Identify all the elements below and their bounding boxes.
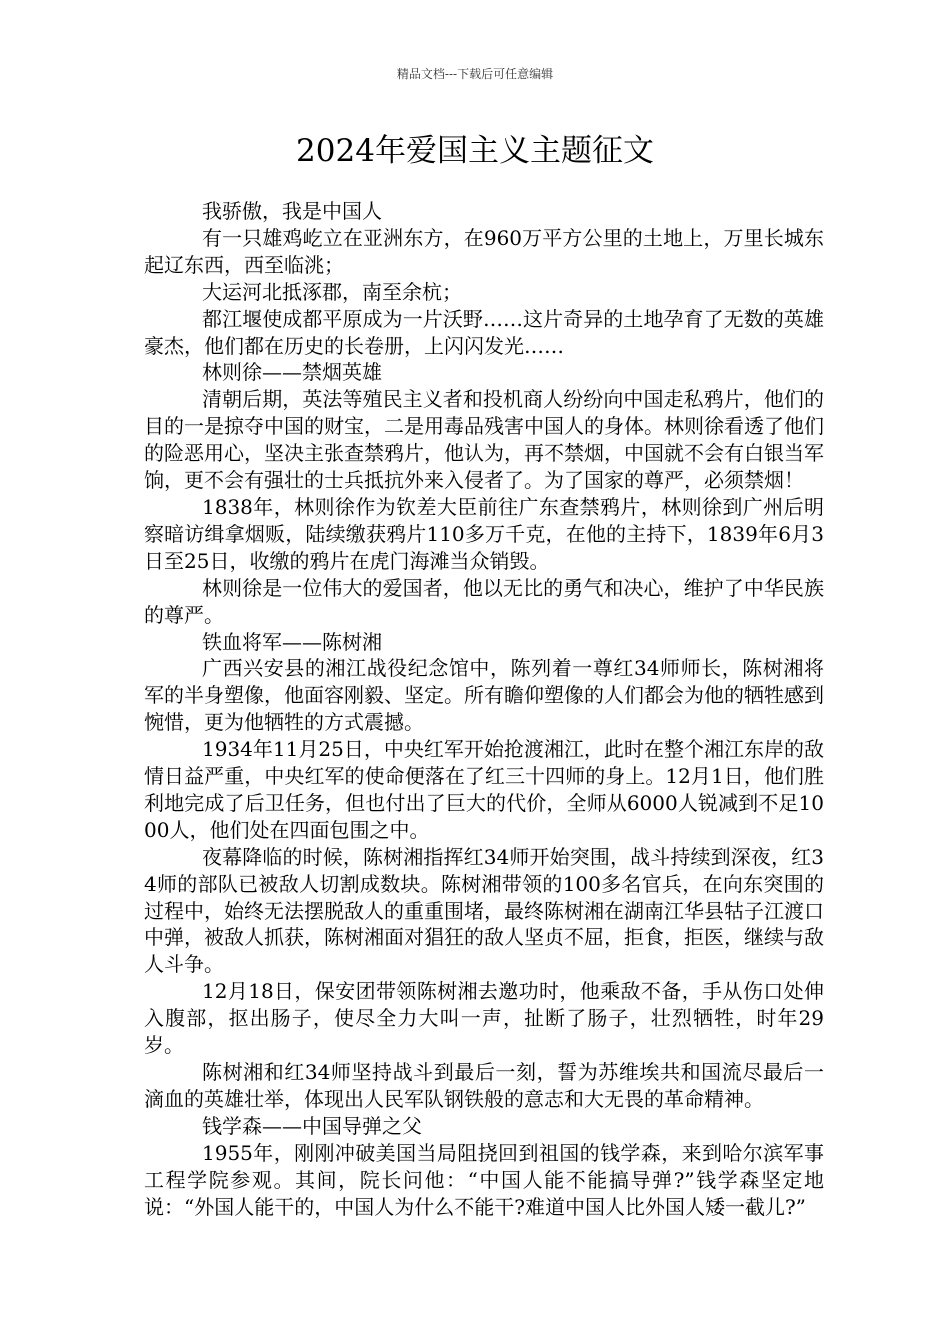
paragraph: 大运河北抵涿郡，南至余杭； bbox=[202, 279, 462, 304]
paragraph: 林则徐是一位伟大的爱国者，他以无比的勇气和决心，维护了中华民族的尊严。 bbox=[144, 575, 824, 627]
paragraph: 有一只雄鸡屹立在亚洲东方，在960万平方公里的土地上，万里长城东起辽东西，西至临洮； bbox=[144, 225, 824, 277]
section-heading: 林则徐——禁烟英雄 bbox=[202, 360, 382, 385]
paragraph: 12月18日，保安团带领陈树湘去邀功时，他乘敌不备，手从伤口处伸入腹部，抠出肠子，使尽全力大叫一声，扯断了肠子，壮烈牺牲，时年29岁。 bbox=[144, 979, 824, 1058]
paragraph: 都江堰使成都平原成为一片沃野……这片奇异的土地孕育了无数的英雄豪杰，他们都在历史的长卷册，上闪闪发光…… bbox=[144, 306, 824, 358]
paragraph: 夜幕降临的时候，陈树湘指挥红34师开始突围，战斗持续到深夜，红34师的部队已被敌人切割成数块。陈树湘带领的100多名官兵，在向东突围的过程中，始终无法摆脱敌人的重重围堵，最终陈树湘在湖南江华县牯子江渡口中弹，被敌人抓获，陈树湘面对猖狂的敌人坚贞不屈，拒食，拒医，继续与敌人斗争。 bbox=[144, 844, 824, 977]
document-title: 2024年爱国主义主题征文 bbox=[296, 133, 654, 169]
section-heading: 铁血将军——陈树湘 bbox=[202, 629, 382, 654]
paragraph: 1838年，林则徐作为钦差大臣前往广东查禁鸦片，林则徐到广州后明察暗访缉拿烟贩，陆续缴获鸦片110多万千克，在他的主持下，1839年6月3日至25日，收缴的鸦片在虎门海滩当众销毁。 bbox=[144, 494, 824, 573]
header-note: 精品文档---下载后可任意编辑 bbox=[396, 67, 554, 81]
paragraph: 陈树湘和红34师坚持战斗到最后一刻，誓为苏维埃共和国流尽最后一滴血的英雄壮举，体现出人民军队钢铁般的意志和大无畏的革命精神。 bbox=[144, 1060, 824, 1111]
paragraph: 1955年，刚刚冲破美国当局阻挠回到祖国的钱学森，来到哈尔滨军事工程学院参观。其间，院长问他：“中国人能不能搞导弹?”钱学森坚定地说：“外国人能干的，中国人为什么不能干?难道中国人比外国人矮一截儿?” bbox=[144, 1140, 824, 1219]
paragraph: 1934年11月25日，中央红军开始抢渡湘江，此时在整个湘江东岸的敌情日益严重，中央红军的使命便落在了红三十四师的身上。12月1日，他们胜利地完成了后卫任务，但也付出了巨大的代价，全师从6000人锐减到不足1000人，他们处在四面包围之中。 bbox=[144, 737, 824, 842]
paragraph: 我骄傲，我是中国人 bbox=[202, 199, 382, 223]
paragraph: 广西兴安县的湘江战役纪念馆中，陈列着一尊红34师师长，陈树湘将军的半身塑像，他面容刚毅、坚定。所有瞻仰塑像的人们都会为他的牺牲感到惋惜，更为他牺牲的方式震撼。 bbox=[144, 656, 824, 735]
paragraph: 清朝后期，英法等殖民主义者和投机商人纷纷向中国走私鸦片，他们的目的一是掠夺中国的财宝，二是用毒品残害中国人的身体。林则徐看透了他们的险恶用心，坚决主张查禁鸦片，他认为，再不禁烟，中国就不会有白银当军饷，更不会有强壮的士兵抵抗外来入侵者了。为了国家的尊严，必须禁烟！ bbox=[144, 387, 824, 493]
section-heading: 钱学森——中国导弹之父 bbox=[202, 1113, 422, 1138]
document-body bbox=[144, 198, 824, 1220]
